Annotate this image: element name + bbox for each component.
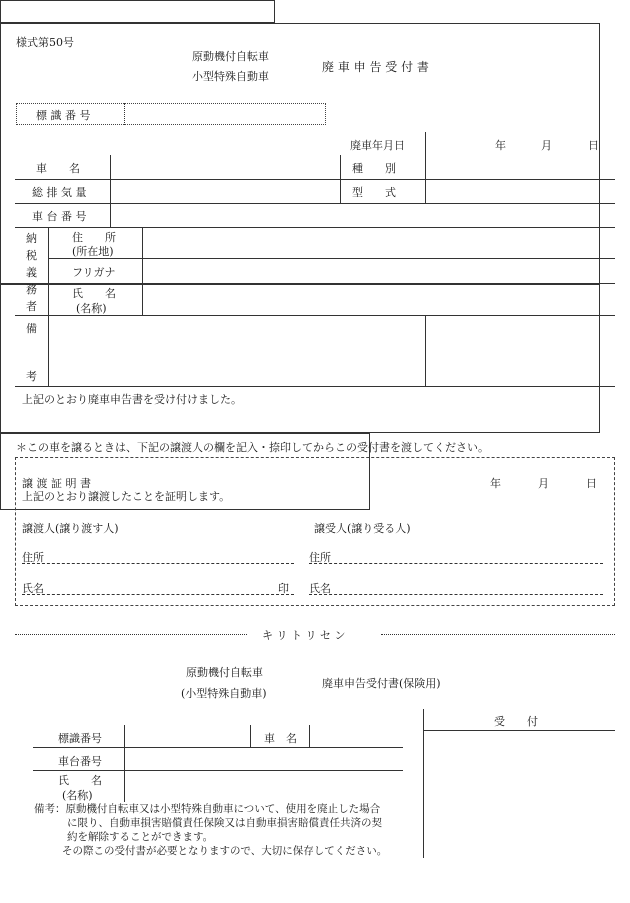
header-line1: 原動機付自転車 — [192, 50, 269, 63]
remarks-field[interactable] — [50, 317, 423, 384]
scrap-date-year: 年 — [495, 139, 506, 152]
receipt-stamp-label: 受 付 — [494, 715, 538, 728]
taxpayer-name-field[interactable] — [144, 285, 613, 314]
page-title: 廃 車 申 告 受 付 書 — [322, 60, 429, 74]
insurance-chassis-label: 車台番号 — [58, 755, 102, 768]
transferee-address-label: 住所 — [309, 551, 331, 564]
transferor-address-label: 住所 — [22, 551, 44, 564]
address-sublabel: (所在地) — [72, 245, 114, 258]
chassis-number-label: 車 台 番 号 — [32, 210, 87, 223]
certificate-title: 譲 渡 証 明 書 — [22, 477, 91, 490]
scrap-date-label: 廃車年月日 — [350, 139, 405, 152]
certificate-month: 月 — [538, 477, 549, 490]
transferee-label: 譲受人(譲り受る人) — [314, 522, 411, 535]
transferee-name-field[interactable] — [333, 576, 601, 594]
cut-line-right — [381, 634, 615, 635]
plate-number-field[interactable] — [126, 104, 324, 124]
taxpayer-label: 納 税 義 務 者 — [26, 232, 37, 313]
address-field[interactable] — [144, 229, 613, 257]
transferor-name-label: 氏名 — [22, 582, 44, 595]
vehicle-name-label: 車 名 — [36, 162, 80, 175]
insurance-note-line1: 備考：原動機付自転車又は小型特殊自動車について、使用を廃止した場合 — [34, 803, 381, 815]
receipt-statement: 上記のとおり廃車申告書を受け付けました。 — [22, 393, 242, 406]
receipt-stamp-area[interactable] — [425, 732, 613, 856]
remarks-label-top: 備 — [26, 322, 37, 335]
insurance-name-sublabel: (名称) — [62, 789, 93, 802]
taxpayer-name-sublabel: (名称) — [76, 302, 107, 315]
model-label: 型 式 — [352, 186, 396, 199]
address-label: 住 所 — [72, 231, 116, 244]
chassis-number-field[interactable] — [112, 205, 613, 226]
certificate-year: 年 — [490, 477, 501, 490]
furigana-field[interactable] — [144, 260, 613, 282]
insurance-line1: 原動機付自転車 — [186, 666, 263, 679]
transferor-label: 譲渡人(譲り渡す人) — [22, 522, 119, 535]
transferor-name-field[interactable] — [46, 576, 274, 594]
insurance-vehicle-label: 車 名 — [264, 732, 297, 745]
plate-number-label: 標 識 番 号 — [36, 109, 91, 122]
transferee-address-field[interactable] — [333, 545, 601, 563]
seal-mark: 印 — [278, 582, 289, 595]
remarks-label-bottom: 考 — [26, 370, 37, 383]
form-number: 様式第50号 — [16, 36, 74, 49]
model-field[interactable] — [427, 181, 613, 202]
transfer-notice: ＊この車を譲るときは、下記の譲渡人の欄を記入・捺印してからこの受付書を渡してください。 — [16, 441, 489, 454]
transferee-name-label: 氏名 — [309, 582, 331, 595]
furigana-label: フリガナ — [72, 266, 116, 279]
cut-line-text: キ リ ト リ セ ン — [262, 629, 346, 642]
insurance-name-field[interactable] — [126, 772, 401, 800]
insurance-note-line2: に限り、自動車損害賠償責任保険又は自動車損害賠償責任共済の契 — [67, 817, 382, 829]
scrap-date-day: 日 — [588, 139, 599, 152]
insurance-note-line3: 約を解除することができます。 — [67, 831, 214, 843]
vehicle-name-field[interactable] — [112, 157, 338, 178]
displacement-field[interactable] — [112, 181, 338, 202]
cut-line-left — [15, 634, 247, 635]
insurance-chassis-field[interactable] — [126, 749, 401, 769]
scrap-date-month: 月 — [541, 139, 552, 152]
certificate-day: 日 — [586, 477, 597, 490]
insurance-plate-label: 標識番号 — [58, 732, 102, 745]
header-line2: 小型特殊自動車 — [192, 70, 269, 83]
insurance-line2: (小型特殊自動車) — [181, 687, 267, 700]
insurance-note-line4: その際この受付書が必要となりますので、大切に保存してください。 — [62, 845, 388, 857]
scrap-date-row — [0, 0, 275, 23]
displacement-label: 総 排 気 量 — [32, 186, 87, 199]
type-label: 種 別 — [352, 162, 396, 175]
insurance-name-label: 氏 名 — [58, 774, 102, 787]
insurance-title: 廃車申告受付書(保険用) — [322, 677, 441, 690]
taxpayer-name-label: 氏 名 — [72, 287, 116, 300]
certificate-statement: 上記のとおり譲渡したことを証明します。 — [22, 490, 231, 503]
transferor-address-field[interactable] — [46, 545, 292, 563]
type-field[interactable] — [427, 157, 613, 178]
insurance-vehicle-field[interactable] — [311, 727, 401, 746]
insurance-plate-field[interactable] — [126, 727, 248, 746]
